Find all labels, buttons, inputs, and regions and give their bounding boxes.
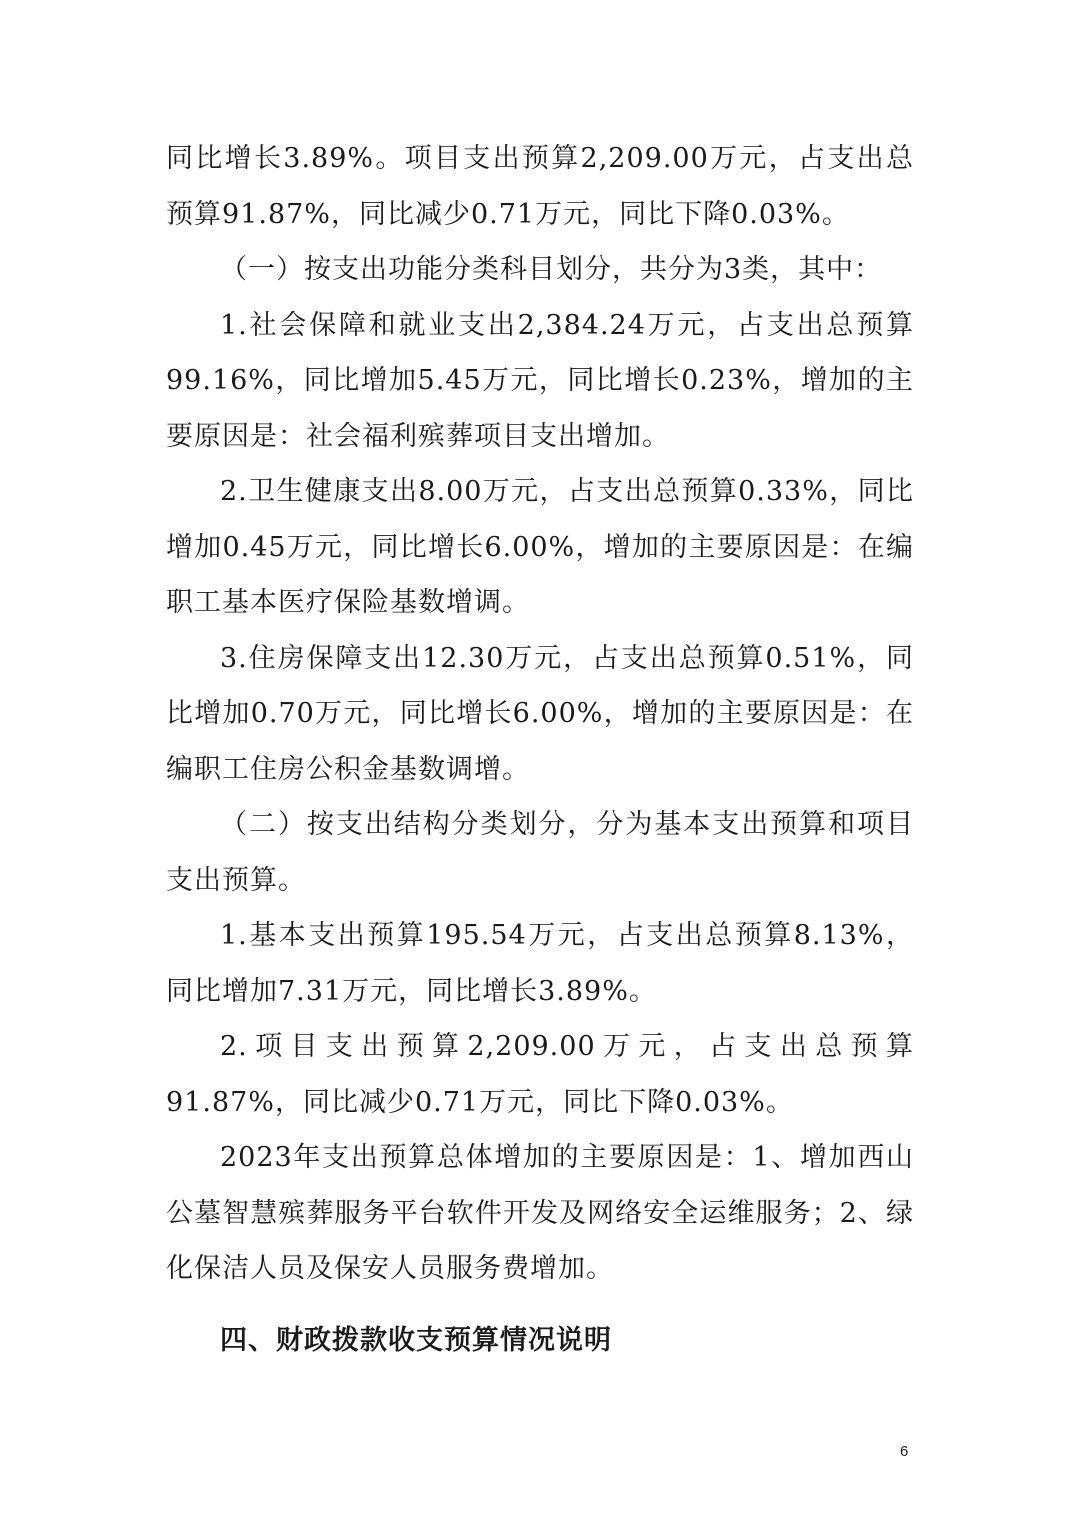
section-heading: 四、财政拨款收支预算情况说明 bbox=[220, 1325, 612, 1356]
paragraph-housing: 3.住房保障支出12.30万元，占支出总预算0.51%，同比增加0.70万元，同比增长6.00%，增加的主要原因是：在编职工住房公积金基数调增。 bbox=[166, 642, 914, 785]
paragraph-continuation: 同比增长3.89%。项目支出预算2,209.00万元，占支出总预算91.87%，同比减少0.71万元，同比下降0.03%。 bbox=[166, 143, 914, 230]
subheading-structural-classification: （二）按支出结构分类划分，分为基本支出预算和项目支出预算。 bbox=[166, 809, 914, 896]
document-body bbox=[166, 131, 914, 1297]
paragraph-health: 2.卫生健康支出8.00万元，占支出总预算0.33%，同比增加0.45万元，同比增长6.00%，增加的主要原因是：在编职工基本医疗保险基数增调。 bbox=[166, 476, 914, 618]
paragraph-project-expenditure: 2.项目支出预算2,209.00万元，占支出总预算91.87%，同比减少0.71万元，同比下降0.03%。 bbox=[166, 1031, 914, 1118]
paragraph-increase-reasons: 2023年支出预算总体增加的主要原因是：1、增加西山公墓智慧殡葬服务平台软件开发及网络安全运维服务；2、绿化保洁人员及保安人员服务费增加。 bbox=[166, 1142, 914, 1284]
paragraph-basic-expenditure: 1.基本支出预算195.54万元，占支出总预算8.13%，同比增加7.31万元，同比增长3.89%。 bbox=[166, 920, 914, 1007]
page-number: 6 bbox=[900, 1443, 909, 1460]
subheading-functional-classification: （一）按支出功能分类科目划分，共分为3类，其中： bbox=[220, 254, 883, 285]
paragraph-social-security: 1.社会保障和就业支出2,384.24万元，占支出总预算99.16%，同比增加5.45万元，同比增长0.23%，增加的主要原因是：社会福利殡葬项目支出增加。 bbox=[166, 309, 914, 452]
